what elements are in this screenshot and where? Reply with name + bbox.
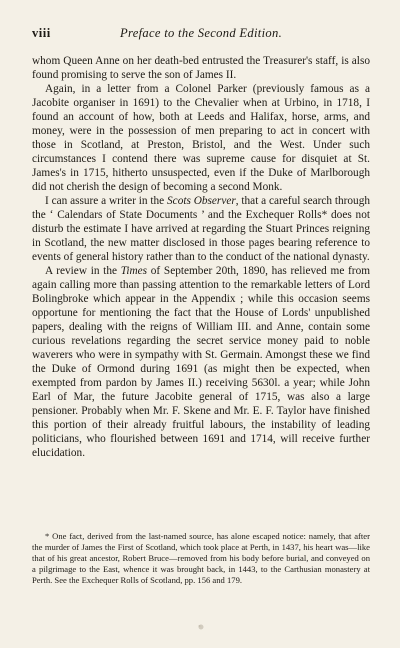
paragraph-times-review — [32, 264, 370, 460]
running-title: Preface to the Second Edition. — [119, 26, 283, 40]
body-text — [32, 54, 370, 460]
publication-title: Scots Observer — [167, 195, 236, 207]
paragraph-text: , that a careful search through the ‘ Calendars of State Documents ’ and the Exchequer Rolls* does not disturb the estimate I have arrived at regarding the Stuart Princes reigning in Scotland, the new matter disclosed in those pages bearing reference to events of general history rather than to the conduct of the national dynasty. — [32, 195, 371, 263]
paragraph-text: of September 20th, 1890, has relieved me from again calling more than passing attention to the remarkable letters of Lord Bolingbroke which appear in the Appendix ; while this occasion seems opportune for mentioning the fact that the House of Lords' unpublished papers, dealing with the reigns of William III. and Anne, contain some curious revelations regarding the secret service money paid to noble waverers who were in sympathy with St. Germain. Amongst these we find the Duke of Ormond during 1691 (as might then be expected, when exempted from pardon by James II.) receiving 5630l. a year; while John Earl of Mar, the future Jacobite general of 1715, was also a large pensioner. Probably when Mr. F. Skene and Mr. E. F. Taylor have finished this portion of their already fruitful labours, the instability of leading politicians, who flourished between 1691 and 1714, will receive further elucidation. — [32, 265, 370, 459]
paragraph-text: A review in the — [45, 265, 121, 277]
page-header — [32, 26, 370, 42]
ink-smudge-icon — [196, 622, 206, 632]
paragraph-text: Again, in a letter from a Colonel Parker (previously famous as a Jacobite organiser in 1691) to the Chevalier when at Urbino, in 1718, I found an account of how, both at Leeds and Halifax, horse, arms, and money, were in the possession of men preparing to act in concert with those in Scotland, at Preston, Bristol, and the West. Under such circumstances I contend there was supreme cause for disquiet at St. James's in 1715, hitherto unsuspected, even if the Duke of Marlborough did not cherish the design of becoming a second Monk. — [32, 83, 370, 193]
footnote: * One fact, derived from the last-named source, has alone escaped notice: namely, that after the murder of James the First of Scotland, which took place at Perth, in 1437, his heart was—like that of his great ancestor, Robert Bruce—removed from his body before burial, and conveyed on a pilgrimage to the East, whence it was brought back, in 1443, to the Carthusian monastery at Perth. See the Exchequer Rolls of Scotland, pp. 156 and 179. — [32, 531, 370, 585]
paragraph-scots-observer — [32, 194, 370, 264]
page-number: viii — [32, 26, 51, 40]
paragraph-continued — [32, 54, 370, 82]
paragraph-urbino-letter — [32, 82, 370, 194]
paragraph-text: I can assure a writer in the — [45, 195, 168, 207]
publication-title: Times — [120, 265, 148, 277]
paragraph-text: whom Queen Anne on her death-bed entrusted the Treasurer's staff, is also found promising to serve the son of James II. — [32, 55, 370, 81]
